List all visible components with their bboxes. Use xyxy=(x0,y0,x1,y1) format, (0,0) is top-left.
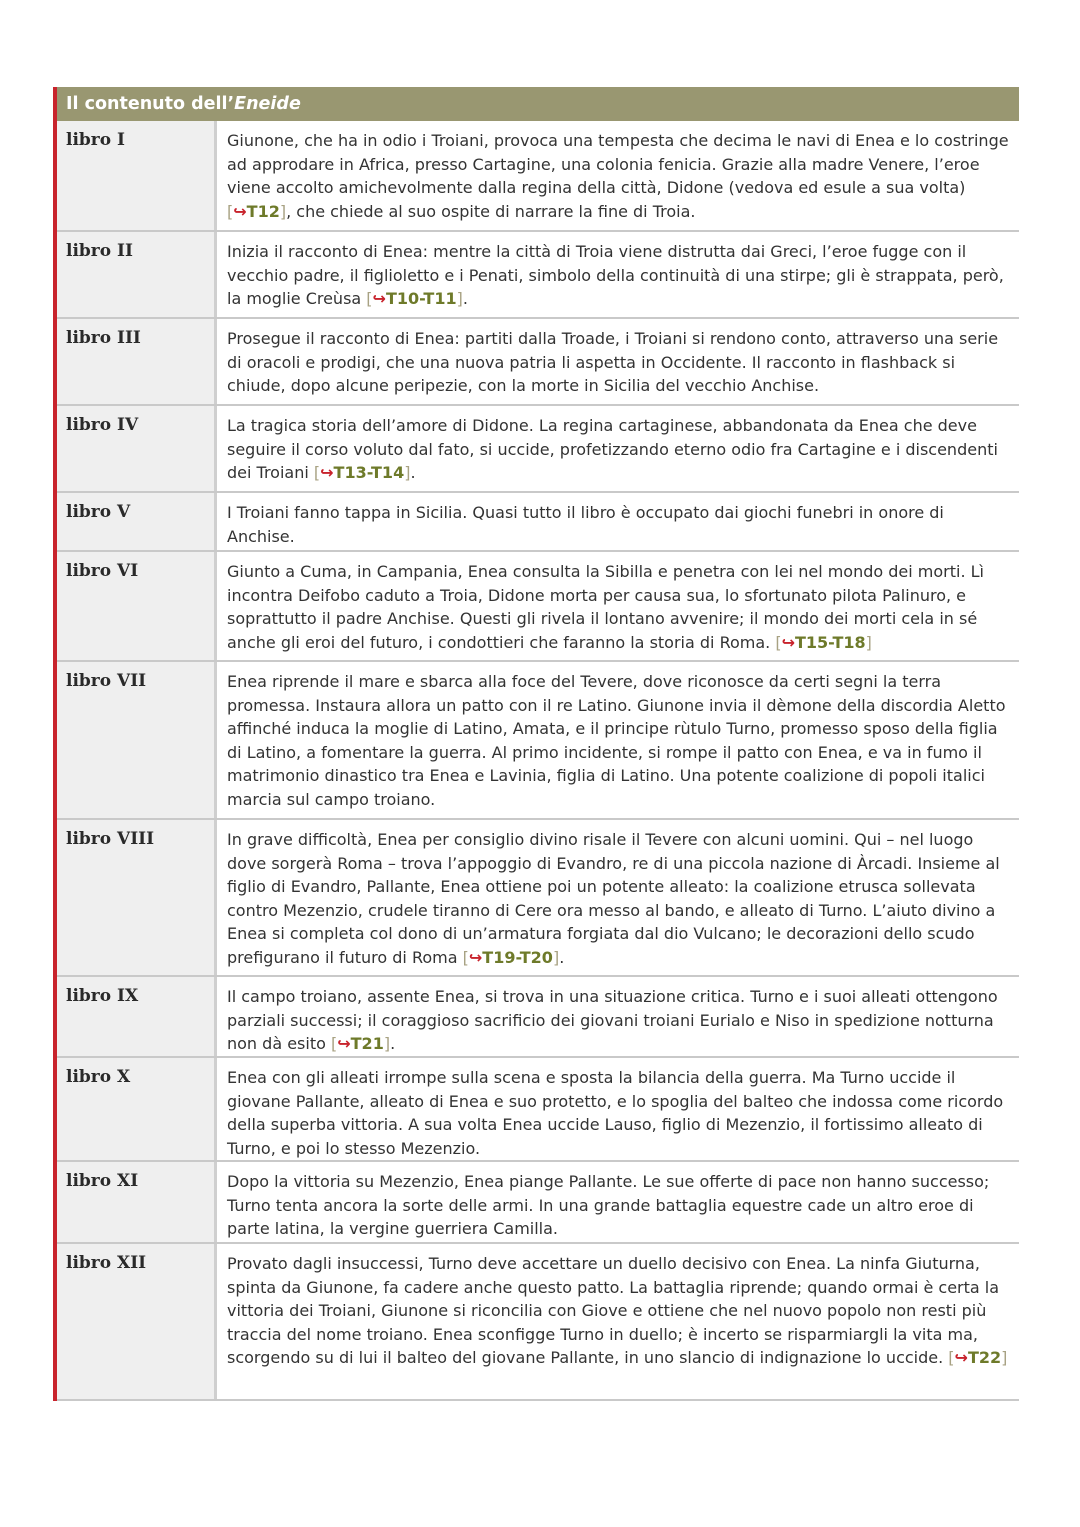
bracket-close: ] xyxy=(865,632,872,652)
summary-text: Giunone, che ha in odio i Troiani, provoca una tempesta che decima le navi di Enea e lo costringe ad approdare in Africa, presso Cartagine, una colonia fenicia. Grazie alla madre Venere, l’eroe viene accolto amichevolmente dalla regina della città, Didone (vedova ed esule a sua volta) xyxy=(227,131,1009,197)
summary-text: Il campo troiano, assente Enea, si trova in una situazione critica. Turno e i suoi alleati ottengono parziali successi; il coraggioso sacrificio dei giovani troiani Eurialo e Niso in spedizione notturna non dà esito xyxy=(227,987,998,1053)
book-summary xyxy=(217,121,1019,230)
book-summary xyxy=(217,232,1019,317)
table-row xyxy=(57,1162,1019,1244)
book-summary xyxy=(217,820,1019,975)
book-label: libro VIII xyxy=(57,820,217,975)
book-label: libro II xyxy=(57,232,217,317)
book-summary xyxy=(217,1058,1019,1160)
book-summary xyxy=(217,977,1019,1056)
reference-code: T10-T11 xyxy=(385,289,457,308)
reference-code: T12 xyxy=(246,201,280,221)
table-row xyxy=(57,662,1019,820)
text-reference-link[interactable] xyxy=(314,463,411,482)
table-body xyxy=(57,121,1019,1401)
summary-text: Provato dagli insuccessi, Turno deve accettare un duello decisivo con Enea. La ninfa Giuturna, spinta da Giunone, fa cadere anche questo patto. La battaglia riprende; quando ormai è certa la vittoria dei Troiani, Giunone si riconcilia con Giove e ottiene che nel nuovo popolo non resti più traccia del nome troiano. Enea sconfigge Turno in duello; è incerto se risparmiargli la vita ma, scorgendo su di lui il balteo del giovane Pallante, in uno slancio di indignazione lo uccide. xyxy=(227,1254,1000,1367)
table-row xyxy=(57,552,1019,662)
text-reference-link[interactable] xyxy=(948,1348,1007,1367)
book-summary xyxy=(217,493,1019,550)
text-reference-link[interactable] xyxy=(227,202,286,221)
reference-code: T13-T14 xyxy=(333,463,405,482)
book-label: libro XII xyxy=(57,1244,217,1399)
book-label: libro IX xyxy=(57,977,217,1056)
text-reference-link[interactable] xyxy=(331,1034,390,1053)
summary-text: La tragica storia dell’amore di Didone. La regina cartaginese, abbandonata da Enea che deve seguire il corso voluto dal fato, si uccide, profetizzando eterno odio fra Cartagine e i discendenti dei Troiani xyxy=(227,416,998,482)
text-reference-link[interactable] xyxy=(366,289,463,308)
reference-arrow-icon: ↪ xyxy=(781,632,795,652)
bracket-open: [ xyxy=(948,1348,955,1367)
bracket-open: [ xyxy=(462,947,469,967)
bracket-open: [ xyxy=(227,201,234,221)
bracket-close: ] xyxy=(456,289,463,308)
book-summary xyxy=(217,662,1019,818)
summary-text: I Troiani fanno tappa in Sicilia. Quasi tutto il libro è occupato dai giochi funebri in onore di Anchise. xyxy=(227,503,944,546)
summary-text-after: . xyxy=(410,463,416,482)
bracket-open: [ xyxy=(330,1034,338,1053)
reference-arrow-icon: ↪ xyxy=(320,463,334,482)
summary-text: In grave difficoltà, Enea per consiglio divino risale il Tevere con alcuni uomini. Qui – nel luogo dove sorgerà Roma – trova l’appoggio di Evandro, re di una piccola nazione di Àrcadi. Insieme al figlio di Evandro, Pallante, Enea ottiene poi un potente alleato: la coalizione etrusca sollevata contro Mezenzio, crudele tiranno di Cere ora messo al bando, e alleato di Turno. L’aiuto divino a Enea si completa col dono di un’armatura forgiata dal dio Vulcano; le decorazioni dello scudo prefigurano il futuro di Roma xyxy=(227,830,1000,967)
bracket-close: ] xyxy=(552,947,560,967)
summary-text-after: , che chiede al suo ospite di narrare la fine di Troia. xyxy=(286,201,696,221)
book-summary xyxy=(217,1244,1019,1399)
book-summary xyxy=(217,1162,1019,1242)
text-reference-link[interactable] xyxy=(775,633,872,652)
table-row xyxy=(57,1244,1019,1401)
summary-text: Giunto a Cuma, in Campania, Enea consulta la Sibilla e penetra con lei nel mondo dei morti. Lì incontra Deifobo caduto a Troia, Didone morta per causa sua, lo sfortunato pilota Palinuro, e soprattutto il padre Anchise. Questi gli rivela il lontano avvenire; il mondo dei morti cela in sé anche gli eroi del futuro, i condottieri che faranno la storia di Roma. xyxy=(227,562,984,652)
reference-arrow-icon: ↪ xyxy=(233,201,247,221)
summary-text: Enea riprende il mare e sbarca alla foce del Tevere, dove riconosce da certi segni la terra promessa. Instaura allora un patto con il re Latino. Giunone invia il dèmone della discordia Aletto affinché induca la moglie di Latino, Amata, e il principe rùtulo Turno, promesso sposo della figlia di Latino, a fomentare la guerra. Al primo incidente, si rompe il patto con Enea, e va in fumo il matrimonio dinastico tra Enea e Lavinia, figlia di Latino. Una potente coalizione di popoli italici marcia sul campo troiano. xyxy=(227,672,1006,809)
summary-text: Inizia il racconto di Enea: mentre la città di Troia viene distrutta dai Greci, l’eroe fugge con il vecchio padre, il figlioletto e i Penati, simbolo della continuità di una stirpe; gli è strappata, però, la moglie Creùsa xyxy=(227,242,1004,308)
table-row xyxy=(57,1058,1019,1162)
summary-text: Enea con gli alleati irrompe sulla scena e sposta la bilancia della guerra. Ma Turno uccide il giovane Pallante, alleato di Enea e suo protetto, e lo spoglia del balteo che indossa come ricordo della superba vittoria. A sua volta Enea uccide Lauso, figlio di Mezenzio, il fortissimo alleato di Turno, e poi lo stesso Mezenzio. xyxy=(227,1068,1004,1158)
book-label: libro XI xyxy=(57,1162,217,1242)
table-row xyxy=(57,121,1019,232)
table-row xyxy=(57,820,1019,977)
reference-code: T15-T18 xyxy=(794,632,866,652)
table-title xyxy=(57,87,1019,121)
summary-text-after: . xyxy=(390,1034,396,1053)
reference-code: T21 xyxy=(350,1034,384,1053)
book-label: libro I xyxy=(57,121,217,230)
reference-code: T19-T20 xyxy=(482,947,553,967)
eneide-content-table xyxy=(53,87,1019,1401)
table-row xyxy=(57,493,1019,552)
table-row xyxy=(57,319,1019,406)
bracket-close: ] xyxy=(1001,1348,1008,1367)
bracket-close: ] xyxy=(279,201,287,221)
book-summary xyxy=(217,406,1019,491)
text-reference-link[interactable] xyxy=(463,948,560,967)
table-title-prefix: Il contenuto dell’ xyxy=(66,94,235,114)
table-row xyxy=(57,232,1019,319)
book-label: libro VI xyxy=(57,552,217,660)
summary-text-after: . xyxy=(559,947,565,967)
book-summary xyxy=(217,319,1019,404)
summary-text: Prosegue il racconto di Enea: partiti dalla Troade, i Troiani si rendono conto, attraverso una serie di oracoli e prodigi, che una nuova patria li aspetta in Occidente. Il racconto in flashback si chiude, dopo alcune peripezie, con la morte in Sicilia del vecchio Anchise. xyxy=(227,329,999,395)
bracket-open: [ xyxy=(775,632,782,652)
table-row xyxy=(57,977,1019,1058)
bracket-open: [ xyxy=(313,463,321,482)
book-label: libro X xyxy=(57,1058,217,1160)
book-label: libro V xyxy=(57,493,217,550)
book-label: libro VII xyxy=(57,662,217,818)
book-label: libro III xyxy=(57,319,217,404)
reference-arrow-icon: ↪ xyxy=(468,947,483,967)
summary-text: Dopo la vittoria su Mezenzio, Enea piange Pallante. Le sue offerte di pace non hanno successo; Turno tenta ancora la sorte delle armi. In una grande battaglia equestre cade un altro eroe di parte latina, la vergine guerriera Camilla. xyxy=(227,1172,990,1238)
table-row xyxy=(57,406,1019,493)
bracket-open: [ xyxy=(366,289,373,308)
reference-arrow-icon: ↪ xyxy=(372,289,386,308)
bracket-close: ] xyxy=(383,1034,391,1053)
book-label: libro IV xyxy=(57,406,217,491)
bracket-close: ] xyxy=(404,463,411,482)
reference-code: T22 xyxy=(967,1348,1002,1367)
reference-arrow-icon: ↪ xyxy=(954,1348,968,1367)
book-summary xyxy=(217,552,1019,660)
reference-arrow-icon: ↪ xyxy=(337,1034,351,1053)
table-title-italic: Eneide xyxy=(234,94,301,114)
summary-text-after: . xyxy=(462,289,468,308)
